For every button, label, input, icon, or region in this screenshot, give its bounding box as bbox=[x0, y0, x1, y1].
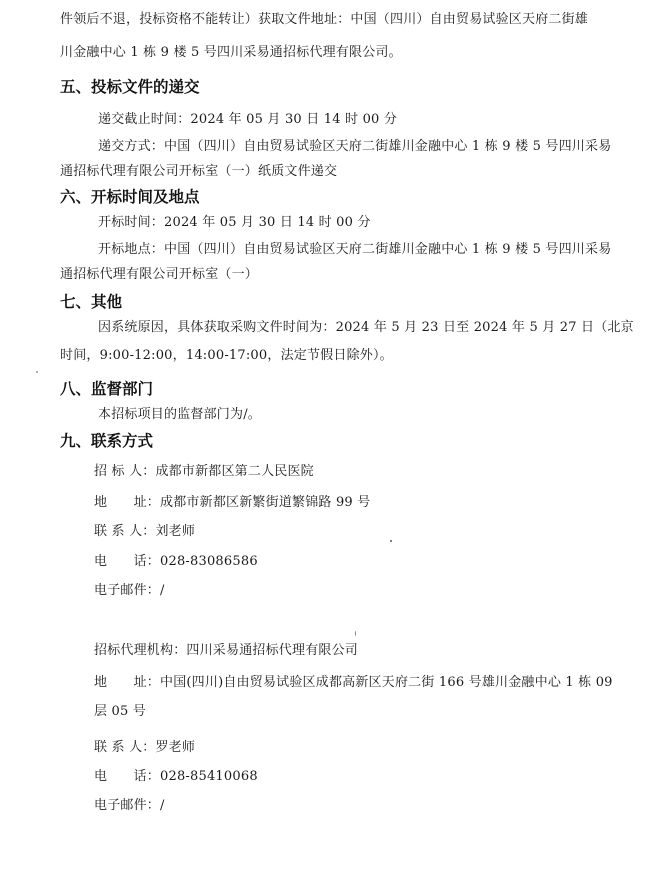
agency-phone-value: 028-85410068 bbox=[160, 769, 258, 784]
tenderer-contact-value: 刘老师 bbox=[155, 524, 196, 539]
intro-line-2: 川金融中心 1 栋 9 楼 5 号四川采易通招标代理有限公司。 bbox=[60, 45, 402, 60]
section-8-heading: 八、监督部门 bbox=[60, 380, 154, 398]
agency-contact-row bbox=[94, 738, 195, 758]
section-5-heading: 五、投标文件的递交 bbox=[60, 78, 200, 96]
opening-time-line bbox=[98, 213, 371, 233]
tenderer-email-label: 电子邮件： bbox=[94, 583, 161, 598]
opening-time-label: 开标时间： bbox=[98, 215, 165, 230]
tenderer-phone-row bbox=[94, 552, 258, 572]
scan-speck bbox=[390, 540, 392, 542]
other-line-1: 因系统原因，具体获取采购文件时间为：2024 年 5 月 23 日至 2024 年 5 月 27 日（北京 bbox=[98, 320, 634, 335]
agency-address-value: 中国(四川)自由贸易试验区成都高新区天府二街 166 号雄川金融中心 1 栋 09 bbox=[160, 675, 613, 690]
agency-email-row bbox=[94, 796, 165, 816]
opening-time-value: 2024 年 05 月 30 日 14 时 00 分 bbox=[164, 215, 371, 230]
submit-method-line-1: 递交方式：中国（四川）自由贸易试验区天府二街雄川金融中心 1 栋 9 楼 5 号四川采易 bbox=[98, 139, 612, 154]
submit-deadline-label: 递交截止时间： bbox=[98, 112, 191, 127]
intro-line-1: 件领后不退，投标资格不能转让）获取文件地址：中国（四川）自由贸易试验区天府二街雄 bbox=[60, 12, 589, 27]
section-6-heading: 六、开标时间及地点 bbox=[60, 188, 200, 206]
tenderer-address-row bbox=[94, 493, 370, 513]
agency-name-row bbox=[94, 641, 358, 661]
tenderer-address-value: 成都市新都区新繁街道繁锦路 99 号 bbox=[160, 495, 371, 510]
tenderer-phone-value: 028-83086586 bbox=[160, 554, 258, 569]
tenderer-name-value: 成都市新都区第二人民医院 bbox=[155, 464, 314, 479]
section-9-heading: 九、联系方式 bbox=[60, 432, 154, 450]
agency-email-value: / bbox=[160, 798, 165, 813]
submit-deadline-line bbox=[98, 110, 397, 130]
tenderer-name-row bbox=[94, 462, 314, 482]
agency-contact-label: 联 系 人： bbox=[94, 740, 156, 755]
agency-name-value: 四川采易通招标代理有限公司 bbox=[186, 643, 359, 658]
agency-contact-value: 罗老师 bbox=[155, 740, 196, 755]
tenderer-phone-label: 电 话： bbox=[94, 554, 161, 569]
agency-phone-row bbox=[94, 767, 258, 787]
other-line-2: 时间，9:00-12:00，14:00-17:00，法定节假日除外）。 bbox=[60, 348, 393, 363]
agency-email-label: 电子邮件： bbox=[94, 798, 161, 813]
tenderer-email-value: / bbox=[160, 583, 165, 598]
tenderer-email-row bbox=[94, 581, 165, 601]
submit-method-line-2: 通招标代理有限公司开标室（一）纸质文件递交 bbox=[60, 164, 338, 179]
opening-place-line-2: 通招标代理有限公司开标室（一） bbox=[60, 267, 259, 282]
agency-address-label: 地 址： bbox=[94, 675, 161, 690]
submit-deadline-value: 2024 年 05 月 30 日 14 时 00 分 bbox=[190, 112, 398, 127]
tenderer-name-label: 招 标 人： bbox=[94, 464, 156, 479]
agency-address-row bbox=[94, 673, 613, 693]
section-7-heading: 七、其他 bbox=[60, 293, 123, 311]
tenderer-contact-row bbox=[94, 522, 195, 542]
tenderer-contact-label: 联 系 人： bbox=[94, 524, 156, 539]
opening-place-line-1: 开标地点：中国（四川）自由贸易试验区天府二街雄川金融中心 1 栋 9 楼 5 号四川采易 bbox=[98, 242, 612, 257]
scan-speck bbox=[355, 631, 356, 636]
scan-speck bbox=[36, 371, 38, 373]
agency-address-row-2: 层 05 号 bbox=[94, 704, 147, 719]
tenderer-address-label: 地 址： bbox=[94, 495, 161, 510]
agency-name-label: 招标代理机构： bbox=[94, 643, 187, 658]
agency-phone-label: 电 话： bbox=[94, 769, 161, 784]
supervision-line: 本招标项目的监督部门为/。 bbox=[98, 407, 261, 422]
